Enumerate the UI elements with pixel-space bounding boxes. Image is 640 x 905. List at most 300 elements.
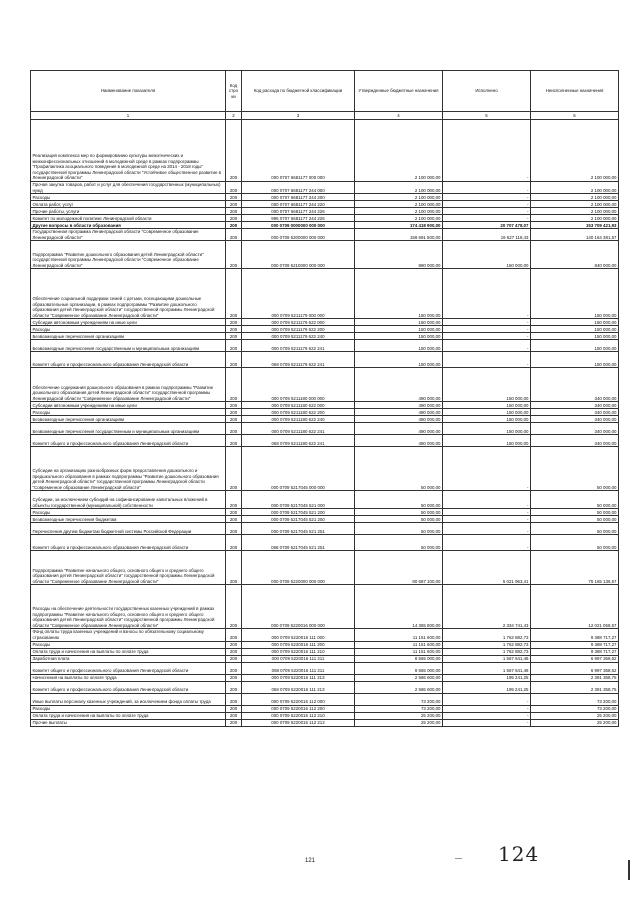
row-unexecuted: 150 000,00 — [531, 340, 619, 352]
row-approved: 890 000,00 — [355, 241, 443, 269]
row-code: 200 — [226, 208, 242, 215]
row-executed: 195 241,25 — [443, 681, 531, 693]
row-name: Подпрограмма "Развитие начального общего, основного общего и среднего общего образования детей Ленинградской области" государственной программы Ленинградской области "Современное образование Ленинградской области" — [31, 551, 226, 585]
row-executed: 150 000,00 — [443, 241, 531, 269]
row-kbk: 000 0709 5217045 521 251 — [242, 523, 355, 535]
row-code: 200 — [226, 491, 242, 509]
row-unexecuted: 73 200,00 — [531, 693, 619, 705]
row-kbk: 068 0709 5220016 111 213 — [242, 681, 355, 693]
row-code: 200 — [226, 535, 242, 551]
row-executed: 150 000,00 — [443, 368, 531, 402]
row-kbk: 000 0709 5220016 112 212 — [242, 719, 355, 726]
row-approved: 14 355 800,00 — [355, 585, 443, 629]
row-unexecuted: 840 000,00 — [531, 241, 619, 269]
footer-dash: — — [455, 855, 462, 862]
row-code: 200 — [226, 194, 242, 201]
row-executed: - — [443, 352, 531, 368]
row-unexecuted: 25 200,00 — [531, 712, 619, 719]
row-code: 200 — [226, 423, 242, 435]
row-kbk: 000 0709 5211180 622 000 — [242, 402, 355, 409]
row-name: Комитет общего и профессионального образования Ленинградской области — [31, 535, 226, 551]
row-name: Расходы — [31, 641, 226, 648]
row-kbk: 000 0709 5211179 622 240 — [242, 333, 355, 340]
row-executed: 150 000,00 — [443, 435, 531, 447]
row-approved: 25 200,00 — [355, 712, 443, 719]
table-row — [31, 447, 619, 491]
table-row — [31, 585, 619, 629]
row-name: Субсидии автономным учреждениям на иные цели — [31, 319, 226, 326]
table-row — [31, 269, 619, 319]
row-executed: 150 000,00 — [443, 402, 531, 409]
row-approved: 50 000,00 — [355, 491, 443, 509]
row-code: 200 — [226, 629, 242, 641]
row-kbk: 000 0709 5217045 521 200 — [242, 509, 355, 516]
table-row — [31, 215, 619, 222]
row-unexecuted: 2 391 358,75 — [531, 681, 619, 693]
row-name: Подпрограмма "Развитие дошкольного образования детей Ленинградской области" государственной программы Ленинградской области "Современное образование Ленинградской области" — [31, 241, 226, 269]
column-number: 1 — [31, 112, 226, 120]
row-approved: 150 000,00 — [355, 319, 443, 326]
row-executed: 1 762 882,73 — [443, 629, 531, 641]
table-row — [31, 326, 619, 333]
row-unexecuted: 2 100 000,00 — [531, 201, 619, 208]
row-kbk: 068 0709 5220016 111 211 — [242, 662, 355, 674]
row-unexecuted: 9 388 717,27 — [531, 641, 619, 648]
row-kbk: 000 0709 5200000 000 000 — [242, 229, 355, 241]
row-unexecuted: 150 000,00 — [531, 269, 619, 319]
row-unexecuted: 2 100 000,00 — [531, 215, 619, 222]
row-code: 200 — [226, 409, 242, 416]
row-unexecuted: 50 000,00 — [531, 491, 619, 509]
row-kbk: 000 0709 5211180 622 240 — [242, 416, 355, 423]
row-unexecuted: 6 997 358,52 — [531, 662, 619, 674]
row-unexecuted: 153 709 421,93 — [531, 222, 619, 229]
row-approved: 50 000,00 — [355, 535, 443, 551]
row-code: 200 — [226, 693, 242, 705]
row-executed: 150 000,00 — [443, 409, 531, 416]
row-approved: 2 586 600,00 — [355, 674, 443, 681]
row-name: Начисления на выплаты по оплате труда — [31, 674, 226, 681]
row-kbk: 000 0709 5211179 622 000 — [242, 319, 355, 326]
row-code: 200 — [226, 655, 242, 662]
table-row — [31, 705, 619, 712]
header-approved: Утвержденные бюджетные назначения — [355, 71, 443, 112]
table-row — [31, 641, 619, 648]
table-row — [31, 241, 619, 269]
table-row — [31, 201, 619, 208]
row-code: 200 — [226, 326, 242, 333]
row-unexecuted: 75 165 136,57 — [531, 551, 619, 585]
row-unexecuted: 73 200,00 — [531, 705, 619, 712]
row-approved: 150 000,00 — [355, 326, 443, 333]
row-kbk: 000 0709 5211179 000 000 — [242, 269, 355, 319]
row-executed: 2 334 741,43 — [443, 585, 531, 629]
row-code: 200 — [226, 719, 242, 726]
table-row — [31, 319, 619, 326]
row-executed: - — [443, 326, 531, 333]
table-row — [31, 208, 619, 215]
row-kbk: 000 0709 5220016 000 000 — [242, 585, 355, 629]
row-kbk: 000 0709 5220016 112 210 — [242, 712, 355, 719]
row-approved: 2 586 600,00 — [355, 681, 443, 693]
row-kbk: 000 0709 5211180 622 241 — [242, 423, 355, 435]
row-unexecuted: 2 100 000,00 — [531, 208, 619, 215]
row-executed: - — [443, 516, 531, 523]
row-name: Комитет по молодежной политике Ленинградской области — [31, 215, 226, 222]
row-code: 200 — [226, 585, 242, 629]
row-kbk: 000 0709 5217045 000 000 — [242, 447, 355, 491]
row-kbk: 000 0707 6681177 244 226 — [242, 208, 355, 215]
row-kbk: 000 0709 5220016 111 000 — [242, 629, 355, 641]
table-row — [31, 629, 619, 641]
column-number-row — [31, 112, 619, 120]
row-name: Другие вопросы в области образования — [31, 222, 226, 229]
row-approved: 490 000,00 — [355, 402, 443, 409]
table-row — [31, 648, 619, 655]
row-unexecuted: 50 000,00 — [531, 535, 619, 551]
row-executed: 195 241,25 — [443, 674, 531, 681]
row-approved: 150 000,00 — [355, 340, 443, 352]
row-executed: - — [443, 319, 531, 326]
row-approved: 2 100 000,00 — [355, 194, 443, 201]
row-name: Безвозмездные перечисления бюджетам — [31, 516, 226, 523]
row-code: 200 — [226, 648, 242, 655]
row-name: Прочие выплаты — [31, 719, 226, 726]
row-name: Оплата труда и начисления на выплаты по оплате труда — [31, 648, 226, 655]
row-name: Субсидии автономным учреждениям на иные цели — [31, 402, 226, 409]
row-approved: 11 151 600,00 — [355, 648, 443, 655]
row-executed: - — [443, 712, 531, 719]
row-unexecuted: 340 000,00 — [531, 423, 619, 435]
row-name: Прочие работы, услуги — [31, 208, 226, 215]
row-kbk: 000 0709 5220016 111 211 — [242, 655, 355, 662]
row-executed: - — [443, 535, 531, 551]
row-unexecuted: 12 021 058,57 — [531, 585, 619, 629]
row-unexecuted: 340 000,00 — [531, 416, 619, 423]
table-row — [31, 719, 619, 726]
row-code: 200 — [226, 201, 242, 208]
row-name: Безвозмездные перечисления организациям — [31, 333, 226, 340]
row-name: Безвозмездные перечисления организациям — [31, 416, 226, 423]
row-executed: - — [443, 719, 531, 726]
row-approved: 2 100 000,00 — [355, 120, 443, 182]
row-name: Иные выплаты персоналу казенных учреждений, за исключением фонда оплаты труда — [31, 693, 226, 705]
row-approved: 8 565 000,00 — [355, 662, 443, 674]
row-executed: 5 021 963,41 — [443, 551, 531, 585]
row-unexecuted: 340 000,00 — [531, 402, 619, 409]
row-kbk: 000 0709 5220000 000 000 — [242, 551, 355, 585]
row-approved: 50 000,00 — [355, 447, 443, 491]
row-executed: - — [443, 340, 531, 352]
header-code: Код стро ки — [226, 71, 242, 112]
row-code: 200 — [226, 516, 242, 523]
row-name: Расходы — [31, 326, 226, 333]
table-row — [31, 674, 619, 681]
table-row — [31, 491, 619, 509]
table-row — [31, 409, 619, 416]
row-approved: 2 100 000,00 — [355, 208, 443, 215]
table-row — [31, 681, 619, 693]
row-code: 200 — [226, 705, 242, 712]
row-approved: 50 000,00 — [355, 516, 443, 523]
row-approved: 11 151 600,00 — [355, 641, 443, 648]
row-name: Расходы — [31, 509, 226, 516]
row-executed: - — [443, 509, 531, 516]
row-executed: 150 000,00 — [443, 416, 531, 423]
row-name: Комитет общего и профессионального образования Ленинградской области — [31, 662, 226, 674]
row-kbk: 000 0709 0000000 000 000 — [242, 222, 355, 229]
row-approved: 150 000,00 — [355, 352, 443, 368]
header-name: Наименование показателя — [31, 71, 226, 112]
row-unexecuted: 9 388 717,27 — [531, 629, 619, 641]
table-row — [31, 229, 619, 241]
row-approved: 73 200,00 — [355, 705, 443, 712]
row-approved: 50 000,00 — [355, 523, 443, 535]
table-row — [31, 402, 619, 409]
column-number: 4 — [355, 112, 443, 120]
row-kbk: 000 0709 5211179 622 200 — [242, 326, 355, 333]
row-code: 200 — [226, 674, 242, 681]
row-executed: - — [443, 201, 531, 208]
row-unexecuted: 150 000,00 — [531, 319, 619, 326]
row-unexecuted: 340 000,00 — [531, 435, 619, 447]
row-kbk: 000 0709 5220016 112 200 — [242, 705, 355, 712]
row-executed: 1 762 882,73 — [443, 648, 531, 655]
column-number: 3 — [242, 112, 355, 120]
row-executed: 1 567 641,48 — [443, 655, 531, 662]
row-kbk: 000 0709 5220016 112 000 — [242, 693, 355, 705]
row-approved: 490 000,00 — [355, 435, 443, 447]
table-row — [31, 368, 619, 402]
row-approved: 159 691 500,00 — [355, 229, 443, 241]
row-executed: - — [443, 120, 531, 182]
row-kbk: 068 0709 5211179 622 241 — [242, 352, 355, 368]
row-unexecuted: 340 000,00 — [531, 368, 619, 402]
row-unexecuted: 140 164 381,57 — [531, 229, 619, 241]
row-executed: - — [443, 491, 531, 509]
row-executed: 1 762 882,73 — [443, 641, 531, 648]
row-kbk: 000 0709 5220016 111 210 — [242, 648, 355, 655]
row-code: 200 — [226, 182, 242, 194]
row-name: Реализация комплекса мер по формированию культуры межэтнических и межконфессиональных отношений в молодежной среде в рамках подпрограммы "Профилактика асоциального поведения в молодежной среде на 2014 - 2018 годы" государственной программы Ленинградской области "Устойчивое общественное развитие в Ленинградской области" — [31, 120, 226, 182]
table-row — [31, 655, 619, 662]
row-approved: 11 151 600,00 — [355, 629, 443, 641]
row-code: 200 — [226, 120, 242, 182]
table-row — [31, 340, 619, 352]
row-kbk: 000 0707 6681177 000 000 — [242, 120, 355, 182]
row-code: 200 — [226, 215, 242, 222]
row-code: 200 — [226, 241, 242, 269]
row-unexecuted: 2 391 358,75 — [531, 674, 619, 681]
table-row — [31, 712, 619, 719]
row-name: Расходы — [31, 705, 226, 712]
row-executed: - — [443, 333, 531, 340]
row-unexecuted: 50 000,00 — [531, 447, 619, 491]
row-code: 200 — [226, 509, 242, 516]
row-unexecuted: 2 100 000,00 — [531, 120, 619, 182]
scan-edge-mark — [628, 860, 630, 880]
row-approved: 50 000,00 — [355, 509, 443, 516]
column-number: 6 — [531, 112, 619, 120]
row-name: Перечисления другим бюджетам бюджетной системы Российской Федерации — [31, 523, 226, 535]
row-approved: 150 000,00 — [355, 333, 443, 340]
row-kbk: 000 0709 5220016 111 213 — [242, 674, 355, 681]
row-executed: 1 567 641,48 — [443, 662, 531, 674]
row-code: 200 — [226, 333, 242, 340]
page-number: 121 — [305, 858, 316, 864]
row-executed: - — [443, 182, 531, 194]
row-approved: 2 100 000,00 — [355, 182, 443, 194]
row-kbk: 000 0709 5211179 622 241 — [242, 340, 355, 352]
row-code: 200 — [226, 319, 242, 326]
row-name: Расходы — [31, 194, 226, 201]
row-unexecuted: 150 000,00 — [531, 333, 619, 340]
row-executed: 150 000,00 — [443, 423, 531, 435]
row-unexecuted: 2 100 000,00 — [531, 194, 619, 201]
table-row — [31, 693, 619, 705]
header-executed: Исполнено — [443, 71, 531, 112]
table-row — [31, 222, 619, 229]
row-code: 200 — [226, 352, 242, 368]
row-code: 200 — [226, 229, 242, 241]
row-approved: 80 687 100,00 — [355, 551, 443, 585]
header-unexecuted: Неисполненные назначения — [531, 71, 619, 112]
row-unexecuted: 50 000,00 — [531, 509, 619, 516]
table-row — [31, 423, 619, 435]
row-unexecuted: 25 200,00 — [531, 719, 619, 726]
row-approved: 490 000,00 — [355, 416, 443, 423]
row-name: Субсидии на организацию разнообразных форм предоставления дошкольного и предшкольного образования в рамках подпрограммы "Развитие дошкольного образования детей Ленинградской области" государственной программы Ленинградской области "Современное образование Ленинградской области" — [31, 447, 226, 491]
table-row — [31, 120, 619, 182]
row-approved: 150 000,00 — [355, 269, 443, 319]
table-body — [31, 120, 619, 727]
table-row — [31, 352, 619, 368]
table-row — [31, 509, 619, 516]
row-code: 200 — [226, 435, 242, 447]
table-row — [31, 551, 619, 585]
row-kbk: 000 0709 5211180 000 000 — [242, 368, 355, 402]
row-name: Обеспечение социальной поддержки семей с детьми, посещающими дошкольные образовательные организации, в рамках подпрограммы "Развитие дошкольного образования детей Ленинградской области" государственной программы Ленинградской области "Современное образование Ленинградской области" — [31, 269, 226, 319]
table-row — [31, 662, 619, 674]
row-name: Обеспечение содержания дошкольного образования в рамках подпрограммы "Развитие дошкольного образования детей Ленинградской области" государственной программы Ленинградской области "Современное образование Ленинградской области" — [31, 368, 226, 402]
row-code: 200 — [226, 368, 242, 402]
row-name: Комитет общего и профессионального образования Ленинградской области — [31, 435, 226, 447]
row-unexecuted: 2 100 000,00 — [531, 182, 619, 194]
row-executed: - — [443, 269, 531, 319]
table-row — [31, 523, 619, 535]
header-kbk: Код расхода по бюджетной классификации — [242, 71, 355, 112]
row-code: 200 — [226, 340, 242, 352]
row-executed: - — [443, 447, 531, 491]
row-executed: - — [443, 523, 531, 535]
row-code: 200 — [226, 402, 242, 409]
row-executed: - — [443, 705, 531, 712]
row-approved: 25 200,00 — [355, 719, 443, 726]
row-code: 200 — [226, 523, 242, 535]
row-approved: 490 000,00 — [355, 423, 443, 435]
row-name: Оплата работ, услуг — [31, 201, 226, 208]
row-name: Заработная плата — [31, 655, 226, 662]
table-row — [31, 416, 619, 423]
row-kbk: 000 0707 6681177 244 000 — [242, 182, 355, 194]
table-header-row — [31, 71, 619, 112]
row-code: 200 — [226, 662, 242, 674]
row-unexecuted: 340 000,00 — [531, 409, 619, 416]
row-kbk: 000 0707 6681177 244 220 — [242, 201, 355, 208]
row-executed: - — [443, 208, 531, 215]
row-name: Комитет общего и профессионального образования Ленинградской области — [31, 352, 226, 368]
row-code: 200 — [226, 222, 242, 229]
handwritten-page-stamp: 124 — [498, 842, 540, 866]
column-number: 2 — [226, 112, 242, 120]
row-name: Комитет общего и профессионального образования Ленинградской области — [31, 681, 226, 693]
row-code: 200 — [226, 416, 242, 423]
row-name: Безвозмездные перечисления государственным и муниципальным организациям — [31, 340, 226, 352]
row-executed: 19 527 118,43 — [443, 229, 531, 241]
row-name: Государственная программа Ленинградской области "Современное образование Ленинградской области" — [31, 229, 226, 241]
row-kbk: 000 0709 5210000 000 000 — [242, 241, 355, 269]
row-name: Расходы на обеспечение деятельности государственных казенных учреждений в рамках подпрограммы "Развитие начального общего, основного общего и среднего общего образования детей Ленинградской области" государственной программы Ленинградской области "Современное образование Ленинградской области" — [31, 585, 226, 629]
row-kbk: 000 0707 6681177 244 200 — [242, 194, 355, 201]
row-unexecuted: 50 000,00 — [531, 523, 619, 535]
row-unexecuted: 50 000,00 — [531, 516, 619, 523]
row-code: 200 — [226, 551, 242, 585]
row-code: 200 — [226, 447, 242, 491]
row-approved: 2 100 000,00 — [355, 201, 443, 208]
row-kbk: 000 0709 5217045 521 000 — [242, 491, 355, 509]
row-unexecuted: 6 997 358,52 — [531, 655, 619, 662]
row-approved: 490 000,00 — [355, 368, 443, 402]
row-kbk: 000 0709 5217045 521 250 — [242, 516, 355, 523]
row-name: Прочая закупка товаров, работ и услуг для обеспечения государственных (муниципальных) нужд — [31, 182, 226, 194]
table-row — [31, 535, 619, 551]
row-unexecuted: 150 000,00 — [531, 326, 619, 333]
row-executed: 20 707 478,07 — [443, 222, 531, 229]
table-row — [31, 435, 619, 447]
row-approved: 174 418 900,00 — [355, 222, 443, 229]
row-name: Безвозмездные перечисления государственным и муниципальным организациям — [31, 423, 226, 435]
row-name: Расходы — [31, 409, 226, 416]
row-approved: 2 100 000,00 — [355, 215, 443, 222]
row-kbk: 000 0709 5220016 111 200 — [242, 641, 355, 648]
row-code: 200 — [226, 712, 242, 719]
row-unexecuted: 9 388 717,27 — [531, 648, 619, 655]
row-code: 200 — [226, 681, 242, 693]
row-name: Субсидии, за исключением субсидий на софинансирование капитальных вложений в объекты государственной (муниципальной) собственности — [31, 491, 226, 509]
row-kbk: 995 0707 6681177 244 226 — [242, 215, 355, 222]
table-row — [31, 516, 619, 523]
row-kbk: 068 0709 5217045 521 251 — [242, 535, 355, 551]
table-row — [31, 333, 619, 340]
budget-execution-table — [30, 70, 619, 727]
row-approved: 490 000,00 — [355, 409, 443, 416]
row-kbk: 068 0709 5211180 622 241 — [242, 435, 355, 447]
table-row — [31, 194, 619, 201]
row-unexecuted: 150 000,00 — [531, 352, 619, 368]
column-number: 5 — [443, 112, 531, 120]
row-approved: 8 565 000,00 — [355, 655, 443, 662]
row-kbk: 000 0709 5211180 622 200 — [242, 409, 355, 416]
row-executed: - — [443, 215, 531, 222]
row-approved: 73 200,00 — [355, 693, 443, 705]
row-executed: - — [443, 693, 531, 705]
row-code: 200 — [226, 269, 242, 319]
row-code: 200 — [226, 641, 242, 648]
table-row — [31, 182, 619, 194]
row-name: Фонд оплаты труда казенных учреждений и взносы по обязательному социальному страхованию — [31, 629, 226, 641]
row-name: Оплата труда и начисления на выплаты по оплате труда — [31, 712, 226, 719]
row-executed: - — [443, 194, 531, 201]
